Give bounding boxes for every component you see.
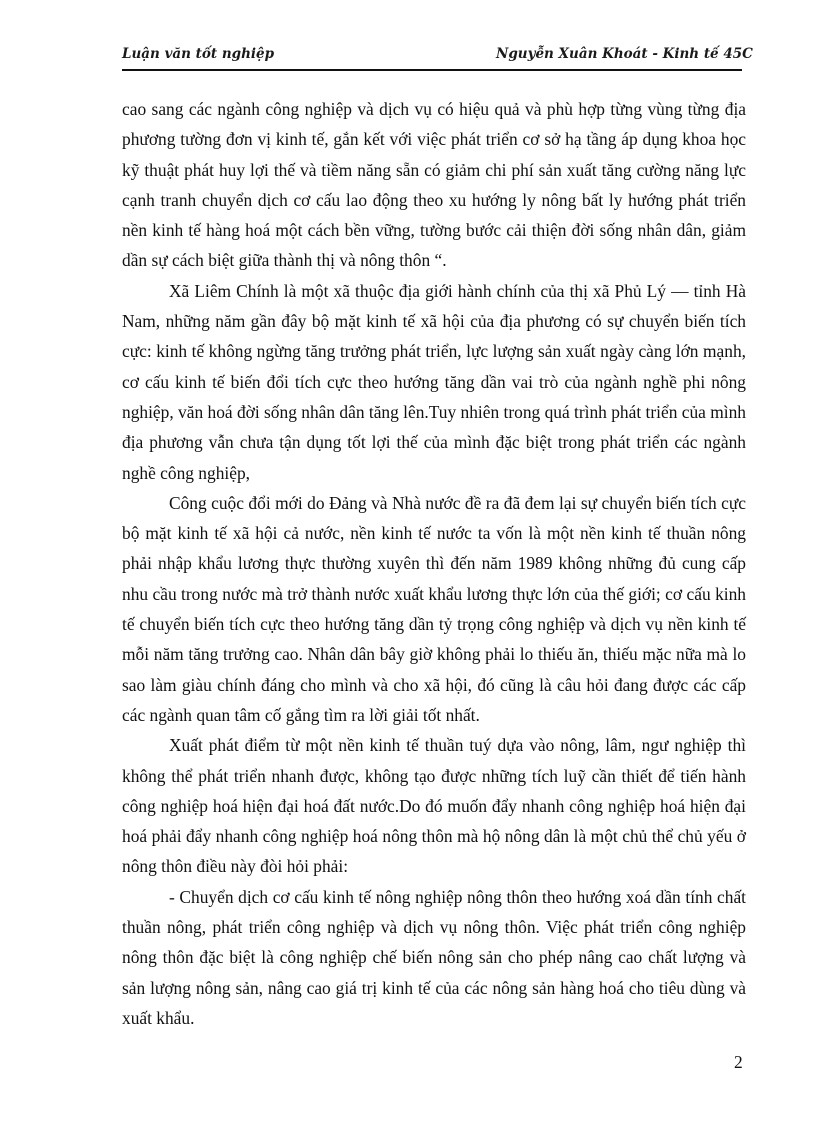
header-thesis-title: Luận văn tốt nghiệp: [122, 46, 275, 62]
paragraph-liem-chinh: Xã Liêm Chính là một xã thuộc địa giới hành chính của thị xã Phủ Lý — tỉnh Hà Nam, những năm gần đây bộ mặt kinh tế xã hội của địa phương có sự chuyển biến tích cực: kinh tế không ngừng tăng trưởng phát triển, lực lượng sản xuất ngày càng lớn mạnh, cơ cấu kinh tế biến đổi tích cực theo hướng tăng dần vai trò của ngành nghề phi nông nghiệp, văn hoá đời sống nhân dân tăng lên.Tuy nhiên trong quá trình phát triển của mình địa phương vẫn chưa tận dụng tốt lợi thế của mình đặc biệt trong phát triển các ngành nghề công nghiệp,: [122, 280, 746, 483]
header-divider: [122, 69, 742, 71]
page-number: 2: [734, 1052, 743, 1072]
paragraph-chuyen-dich: - Chuyển dịch cơ cấu kinh tế nông nghiệp nông thôn theo hướng xoá dần tính chất thuần nông, phát triển công nghiệp và dịch vụ nông thôn. Việc phát triển công nghiệp nông thôn đặc biệt là công nghiệp chế biến nông sản cho phép nâng cao chất lượng và sản lượng nông sản, nâng cao giá trị kinh tế của các nông sản hàng hoá cho tiêu dùng và xuất khẩu.: [122, 886, 746, 1028]
header-author: Nguyễn Xuân Khoát - Kinh tế 45C: [496, 46, 753, 62]
paragraph-continuation: cao sang các ngành công nghiệp và dịch vụ có hiệu quả và phù hợp từng vùng từng địa phương tường đơn vị kinh tế, gắn kết với việc phát triển cơ sở hạ tầng áp dụng khoa học kỹ thuật phát huy lợi thế và tiềm năng sẵn có giảm chi phí sản xuất tăng cường năng lực cạnh tranh chuyển dịch cơ cấu lao động theo xu hướng ly nông bất ly hướng phát triển nền kinh tế hàng hoá một cách bền vững, tường bước cải thiện đời sống nhân dân, giảm dần sự cách biệt giữa thành thị và nông thôn “.: [122, 99, 746, 271]
paragraph-xuat-phat-diem: Xuất phát điểm từ một nền kinh tế thuần tuý dựa vào nông, lâm, ngư nghiệp thì không thể phát triển nhanh được, không tạo được những tích luỹ cần thiết để tiến hành công nghiệp hoá hiện đại hoá đất nước.Do đó muốn đẩy nhanh công nghiệp hoá hiện đại hoá phải đẩy nhanh công nghiệp hoá nông thôn mà hộ nông dân là một chủ thể chủ yếu ở nông thôn điều này đòi hỏi phải:: [122, 735, 746, 877]
paragraph-doi-moi: Công cuộc đổi mới do Đảng và Nhà nước đề ra đã đem lại sự chuyển biến tích cực bộ mặt kinh tế xã hội cả nước, nền kinh tế nước ta vốn là một nền kinh tế thuần nông phải nhập khẩu lương thực thường xuyên thì đến năm 1989 không những đủ cung cấp nhu cầu trong nước mà trở thành nước xuất khẩu lương thực lớn của thế giới; cơ cấu kinh tế chuyển biến tích cực theo hướng tăng dần tỷ trọng công nghiệp và dịch vụ nền kinh tế mỗi năm tăng trưởng cao. Nhân dân bây giờ không phải lo thiếu ăn, thiếu mặc nữa mà lo sao làm giàu chính đáng cho mình và cho xã hội, đó cũng là câu hỏi đang được các cấp các ngành quan tâm cố gắng tìm ra lời giải tốt nhất.: [122, 492, 746, 725]
body-text: [122, 94, 746, 1033]
